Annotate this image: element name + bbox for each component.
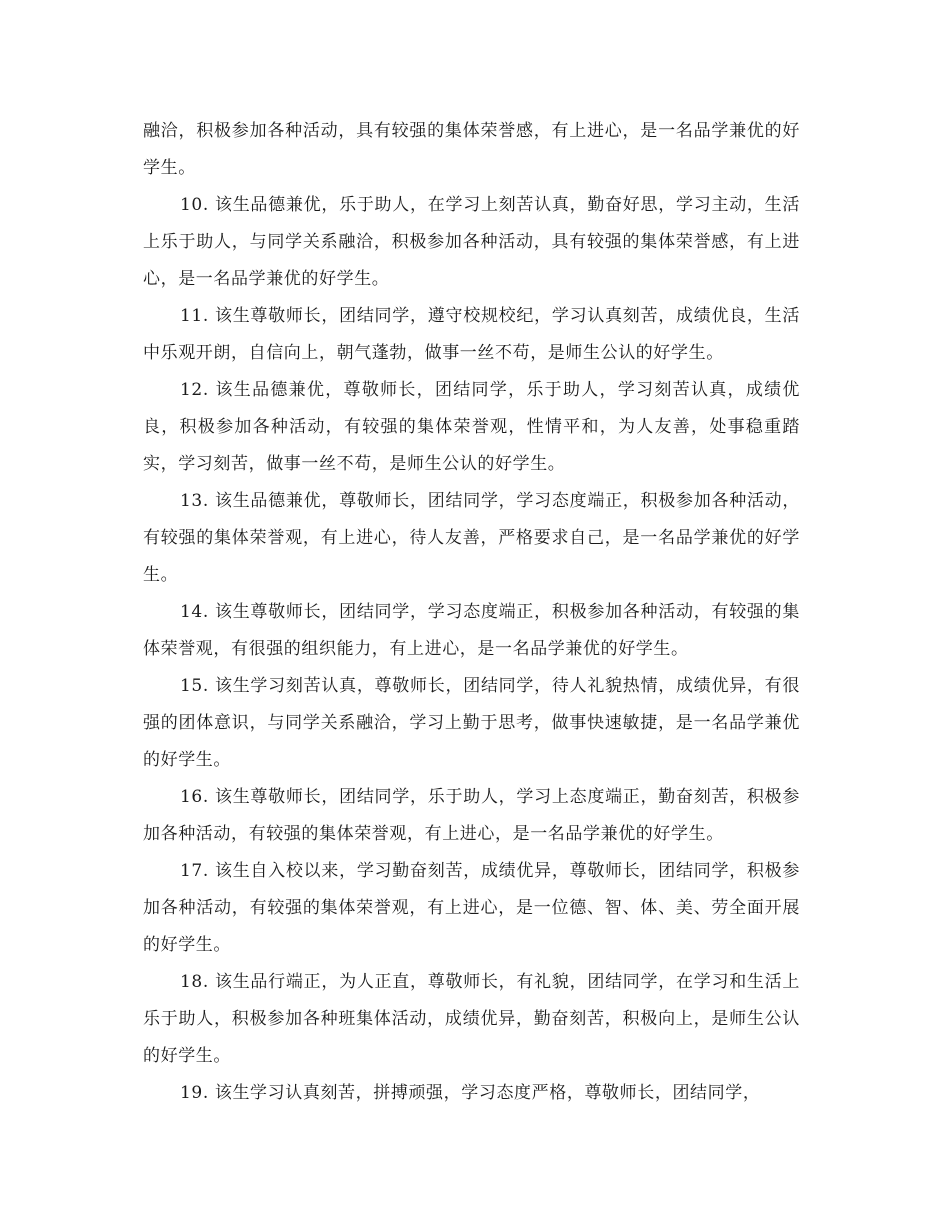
paragraph-item-18: 18. 该生品行端正，为人正直，尊敬师长，有礼貌，团结同学，在学习和生活上乐于助人，积极参加各种班集体活动，成绩优异，勤奋刻苦，积极向上，是师生公认的好学生。 — [143, 972, 800, 1066]
paragraph-item-13: 13. 该生品德兼优，尊敬师长，团结同学，学习态度端正，积极参加各种活动，有较强的集体荣誉观，有上进心，待人友善，严格要求自己，是一名品学兼优的好学生。 — [143, 491, 800, 585]
paragraph-item-10: 10. 该生品德兼优，乐于助人，在学习上刻苦认真，勤奋好思，学习主动，生活上乐于助人，与同学关系融洽，积极参加各种活动，具有较强的集体荣誉感，有上进心，是一名品学兼优的好学生。 — [143, 195, 800, 289]
paragraph-item-17: 17. 该生自入校以来，学习勤奋刻苦，成绩优异，尊敬师长，团结同学，积极参加各种活动，有较强的集体荣誉观，有上进心，是一位德、智、体、美、劳全面开展的好学生。 — [143, 861, 800, 955]
paragraph-item-16: 16. 该生尊敬师长，团结同学，乐于助人，学习上态度端正，勤奋刻苦，积极参加各种活动，有较强的集体荣誉观，有上进心，是一名品学兼优的好学生。 — [143, 787, 800, 844]
paragraph-item-19: 19. 该生学习认真刻苦，拼搏顽强，学习态度严格，尊敬师长，团结同学， — [180, 1083, 761, 1103]
document-body — [143, 113, 800, 1112]
paragraph-item-11: 11. 该生尊敬师长，团结同学，遵守校规校纪，学习认真刻苦，成绩优良，生活中乐观开朗，自信向上，朝气蓬勃，做事一丝不苟，是师生公认的好学生。 — [143, 306, 800, 363]
paragraph-item-12: 12. 该生品德兼优，尊敬师长，团结同学，乐于助人，学习刻苦认真，成绩优良，积极参加各种活动，有较强的集体荣誉观，性情平和，为人友善，处事稳重踏实，学习刻苦，做事一丝不苟，是师生公认的好学生。 — [143, 380, 800, 474]
paragraph-item-14: 14. 该生尊敬师长，团结同学，学习态度端正，积极参加各种活动，有较强的集体荣誉观，有很强的组织能力，有上进心，是一名品学兼优的好学生。 — [143, 602, 800, 659]
paragraph-continued: 融洽，积极参加各种活动，具有较强的集体荣誉感，有上进心，是一名品学兼优的好学生。 — [143, 121, 800, 178]
paragraph-item-15: 15. 该生学习刻苦认真，尊敬师长，团结同学，待人礼貌热情，成绩优异，有很强的团体意识，与同学关系融洽，学习上勤于思考，做事快速敏捷，是一名品学兼优的好学生。 — [143, 676, 800, 770]
